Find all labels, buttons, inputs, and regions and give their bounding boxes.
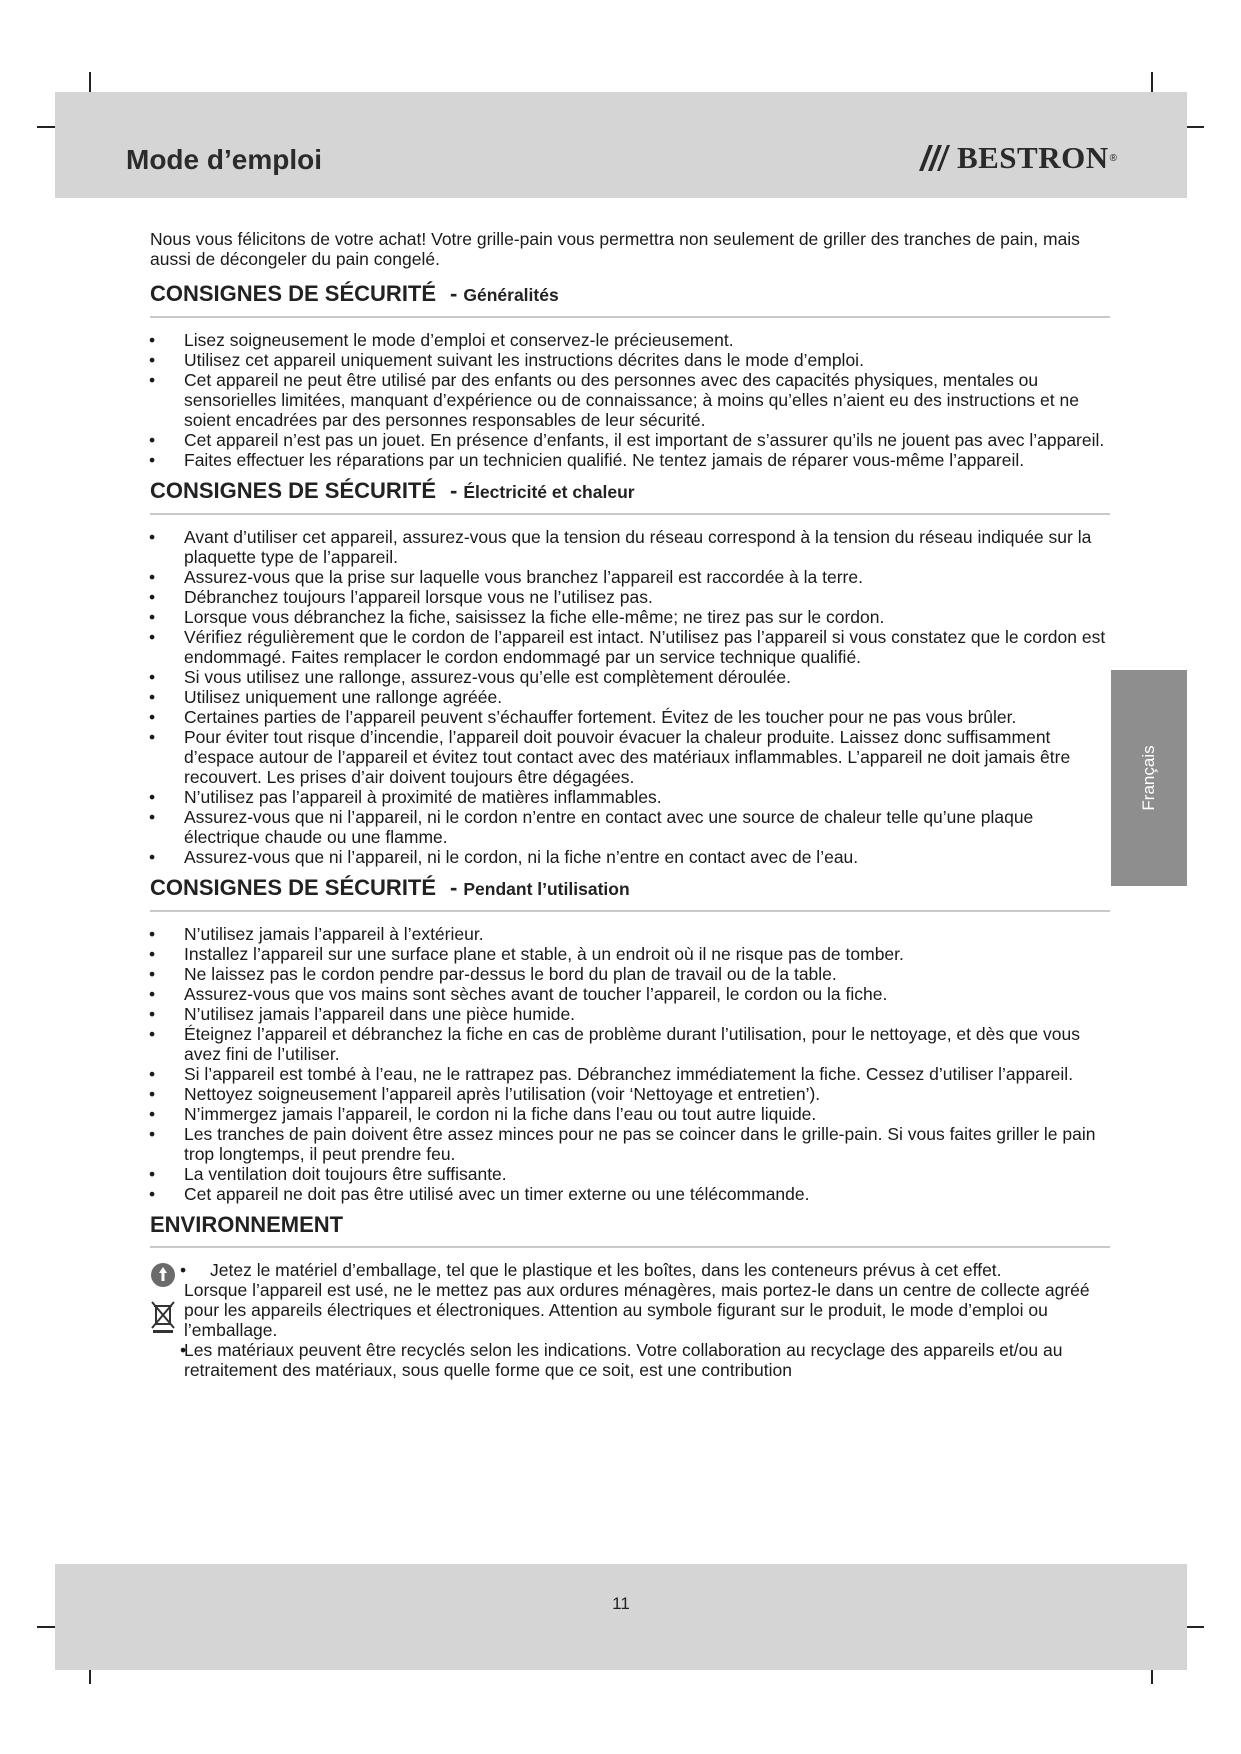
brand-chevron-icon — [917, 143, 951, 173]
recycle-icon — [150, 1262, 176, 1288]
page-title: Mode d’emploi — [126, 144, 322, 175]
list-item: • Si vous utilisez une rallonge, assurez-vous qu’elle est complètement déroulée. — [150, 667, 1110, 687]
environment-item-text: Les matériaux peuvent être recyclés selon les indications. Votre collaboration au recyclage des appareils et/ou au retraitement des matériaux, sous quelle forme que ce soit, est une contribution — [184, 1340, 1063, 1380]
list-item: • N’utilisez pas l’appareil à proximité de matières inflammables. — [150, 787, 1110, 807]
page-header — [55, 92, 1187, 198]
list-item: • Cet appareil n’est pas un jouet. En présence d’enfants, il est important de s’assurer qu’ils ne jouent pas avec l’appareil. — [150, 430, 1110, 450]
list-item: • Assurez-vous que la prise sur laquelle vous branchez l’appareil est raccordée à la terre. — [150, 567, 1110, 587]
brand-name: BESTRON — [956, 140, 1109, 175]
list-item — [184, 1340, 1110, 1380]
section-heading-generalites — [150, 281, 1110, 318]
section-title: CONSIGNES DE SÉCURITÉ — [150, 478, 437, 503]
language-tab-label: Français — [1139, 745, 1158, 811]
list-item: • Nettoyez soigneusement l’appareil après l’utilisation (voir ‘Nettoyage et entretien’). — [150, 1084, 1110, 1104]
environment-item-text: Jetez le matériel d’emballage, tel que le plastique et les boîtes, dans les conteneurs prévus à cet effet. — [210, 1260, 1002, 1280]
section-subtitle: Pendant l’utilisation — [463, 879, 630, 899]
list-item — [184, 1260, 1110, 1280]
list-item: • Débranchez toujours l’appareil lorsque vous ne l’utilisez pas. — [150, 587, 1110, 607]
section-separator: - — [450, 875, 458, 900]
list-item: • Lisez soigneusement le mode d’emploi et conservez-le précieusement. — [150, 330, 1110, 350]
list-item: • Éteignez l’appareil et débranchez la fiche en cas de problème durant l’utilisation, pour le nettoyage, et dès que vous avez fini de l’utiliser. — [150, 1024, 1110, 1064]
section-heading-environnement — [150, 1212, 1110, 1248]
section-separator: - — [450, 281, 458, 306]
list-item: • Assurez-vous que vos mains sont sèches avant de toucher l’appareil, le cordon ou la fiche. — [150, 984, 1110, 1004]
list-item: • Cet appareil ne peut être utilisé par des enfants ou des personnes avec des capacités physiques, mentales ou sensorielles limitées, manquant d’expérience ou de connaissance; à moins qu’elles n’aient eu des instructions et ne soient encadrées par des personnes responsables de leur sécurité. — [150, 370, 1110, 430]
list-item: • Installez l’appareil sur une surface plane et stable, à un endroit où il ne risque pas de tomber. — [150, 944, 1110, 964]
list-item: • La ventilation doit toujours être suffisante. — [150, 1164, 1110, 1184]
environment-list — [150, 1260, 1110, 1380]
crossed-bin-icon — [150, 1300, 176, 1334]
list-item: • Vérifiez régulièrement que le cordon de l’appareil est intact. N’utilisez pas l’appareil si vous constatez que le cordon est endommagé. Faites remplacer le cordon endommagé par un service technique qualifié. — [150, 627, 1110, 667]
list-item: • Pour éviter tout risque d’incendie, l’appareil doit pouvoir évacuer la chaleur produite. Laissez donc suffisamment d’espace autour de l’appareil et évitez tout contact avec des matériaux inflammables. L’appareil ne doit jamais être recouvert. Les prises d’air doivent toujours être dégagées. — [150, 727, 1110, 787]
section-separator: - — [450, 478, 458, 503]
page-number: 11 — [612, 1594, 630, 1613]
main-content — [150, 229, 1110, 1380]
page-footer — [55, 1564, 1187, 1670]
safety-list-generalites — [150, 330, 1110, 470]
section-title: CONSIGNES DE SÉCURITÉ — [150, 875, 437, 900]
section-subtitle: Électricité et chaleur — [463, 482, 635, 502]
safety-list-utilisation — [150, 924, 1110, 1204]
list-item: • Si l’appareil est tombé à l’eau, ne le rattrapez pas. Débranchez immédiatement la fiche. Cessez d’utiliser l’appareil. — [150, 1064, 1110, 1084]
language-tab — [1111, 670, 1187, 886]
section-heading-electricite — [150, 478, 1110, 515]
section-title: CONSIGNES DE SÉCURITÉ — [150, 281, 437, 306]
section-subtitle: Généralités — [463, 285, 559, 305]
environment-item-text: Lorsque l’appareil est usé, ne le mettez pas aux ordures ménagères, mais portez-le dans un centre de collecte agréé pour les appareils électriques et électroniques. Attention au symbole figurant sur le produit, le mode d’emploi ou l’emballage. — [184, 1280, 1090, 1340]
list-item: • Assurez-vous que ni l’appareil, ni le cordon n’entre en contact avec une source de chaleur telle qu’une plaque électrique chaude ou une flamme. — [150, 807, 1110, 847]
registered-mark: ® — [1109, 152, 1117, 164]
section-title: ENVIRONNEMENT — [150, 1212, 344, 1237]
list-item: • Assurez-vous que ni l’appareil, ni le cordon, ni la fiche n’entre en contact avec de l’eau. — [150, 847, 1110, 867]
section-heading-utilisation — [150, 875, 1110, 912]
list-item: • Cet appareil ne doit pas être utilisé avec un timer externe ou une télécommande. — [150, 1184, 1110, 1204]
list-item: • N’immergez jamais l’appareil, le cordon ni la fiche dans l’eau ou tout autre liquide. — [150, 1104, 1110, 1124]
list-item: • Certaines parties de l’appareil peuvent s’échauffer fortement. Évitez de les toucher pour ne pas vous brûler. — [150, 707, 1110, 727]
list-item: • Les tranches de pain doivent être assez minces pour ne pas se coincer dans le grille-pain. Si vous faites griller le pain trop longtemps, il peut prendre feu. — [150, 1124, 1110, 1164]
list-item: • Utilisez cet appareil uniquement suivant les instructions décrites dans le mode d’emploi. — [150, 350, 1110, 370]
list-item: • Avant d’utiliser cet appareil, assurez-vous que la tension du réseau correspond à la tension du réseau indiquée sur la plaquette type de l’appareil. — [150, 527, 1110, 567]
safety-list-electricite — [150, 527, 1110, 867]
list-item: • Ne laissez pas le cordon pendre par-dessus le bord du plan de travail ou de la table. — [150, 964, 1110, 984]
list-item — [184, 1280, 1110, 1340]
list-item: • N’utilisez jamais l’appareil dans une pièce humide. — [150, 1004, 1110, 1024]
brand-logo — [917, 140, 1117, 176]
list-item: • N’utilisez jamais l’appareil à l’extérieur. — [150, 924, 1110, 944]
list-item: • Faites effectuer les réparations par un technicien qualifié. Ne tentez jamais de réparer vous-même l’appareil. — [150, 450, 1110, 470]
intro-paragraph: Nous vous félicitons de votre achat! Votre grille-pain vous permettra non seulement de griller des tranches de pain, mais aussi de décongeler du pain congelé. — [150, 229, 1080, 269]
list-item: • Lorsque vous débranchez la fiche, saisissez la fiche elle-même; ne tirez pas sur le cordon. — [150, 607, 1110, 627]
list-item: • Utilisez uniquement une rallonge agréée. — [150, 687, 1110, 707]
